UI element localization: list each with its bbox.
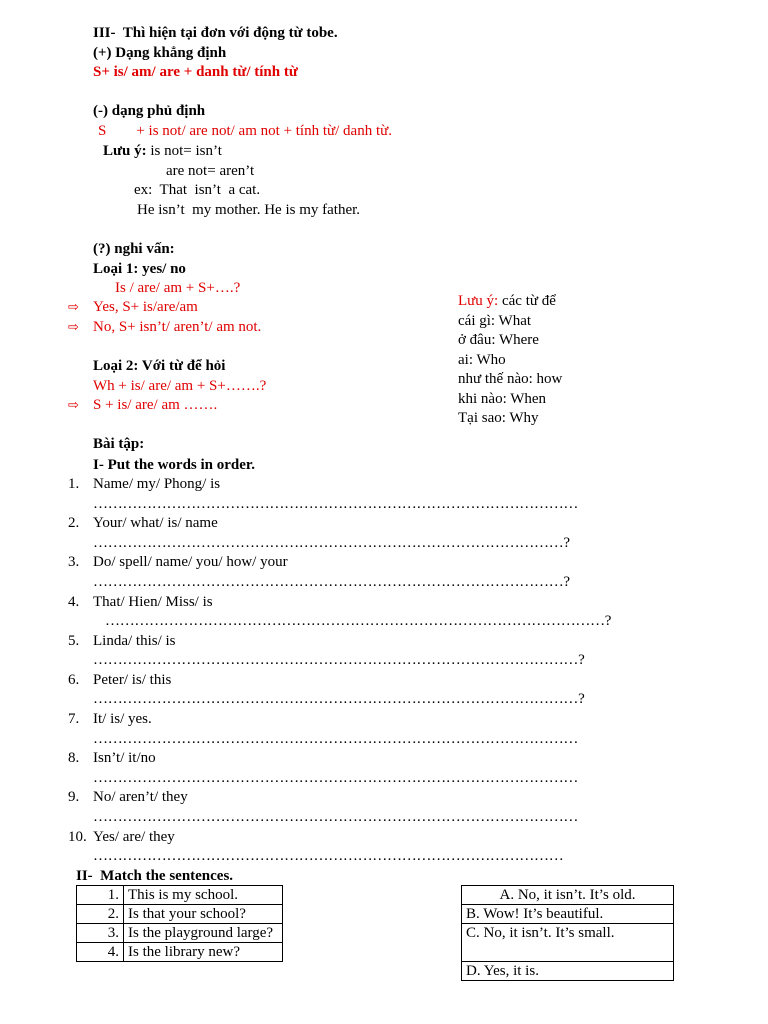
affirmative-formula: S+ is/ am/ are + danh từ/ tính từ	[93, 64, 298, 80]
negative-formula: S + is not/ are not/ am not + tính từ/ danh từ.	[98, 123, 392, 139]
exercise-prompt: Do/ spell/ name/ you/ how/ your	[93, 554, 288, 570]
wh-word-item: cái gì: What	[458, 313, 532, 329]
type2-formula: Wh + is/ are/ am + S+…….?	[93, 378, 267, 394]
exercise-prompt: Your/ what/ is/ name	[93, 515, 218, 531]
example-1: ex: That isn’t a cat.	[134, 182, 261, 198]
part2-title: II- Match the sentences.	[76, 868, 234, 884]
exercise-prompt: It/ is/ yes.	[93, 711, 152, 727]
answer-option: C. No, it isn’t. It’s small.	[462, 924, 674, 962]
exercise-number: 5.	[68, 633, 80, 649]
table-row	[77, 924, 283, 943]
question-heading: (?) nghi vấn:	[93, 241, 175, 257]
table-row	[462, 886, 674, 905]
exercise-number: 1.	[68, 476, 80, 492]
note-line-2: are not= aren’t	[166, 163, 255, 179]
wh-word-item: Tại sao: Why	[458, 410, 539, 426]
wh-note-label: Lưu ý:	[458, 293, 499, 309]
table-row	[77, 905, 283, 924]
exercise-number: 10.	[68, 829, 87, 845]
exercise-prompt: Peter/ is/ this	[93, 672, 172, 688]
table-row	[462, 962, 674, 981]
note-line-1	[103, 142, 222, 160]
answer-line[interactable]: ………………………………………………………………………………………?	[93, 652, 585, 668]
example-2: He isn’t my mother. He is my father.	[137, 202, 361, 218]
answer-line[interactable]: ………………………………………………………………………………………	[93, 731, 579, 747]
question-number: 2.	[77, 905, 124, 924]
exercise-number: 2.	[68, 515, 80, 531]
exercise-number: 8.	[68, 750, 80, 766]
answer-option: B. Wow! It’s beautiful.	[462, 905, 674, 924]
answer-line[interactable]: ………………………………………………………………………………………?	[93, 691, 585, 707]
wh-note-text: các từ để	[498, 293, 556, 309]
answer-line[interactable]: ……………………………………………………………………………………?	[93, 574, 570, 590]
exercise-number: 3.	[68, 554, 80, 570]
answers-table	[461, 885, 674, 981]
type1-heading: Loại 1: yes/ no	[93, 261, 186, 277]
table-row	[77, 943, 283, 962]
exercise-number: 6.	[68, 672, 80, 688]
question-text: Is that your school?	[124, 905, 283, 924]
table-row	[77, 886, 283, 905]
answer-line[interactable]: ………………………………………………………………………………………	[93, 770, 579, 786]
exercise-prompt: Isn’t/ it/no	[93, 750, 156, 766]
arrow-icon: ⇨	[68, 300, 79, 315]
exercise-heading: Bài tập:	[93, 436, 145, 452]
question-text: Is the library new?	[124, 943, 283, 962]
exercise-number: 7.	[68, 711, 80, 727]
exercise-prompt: Linda/ this/ is	[93, 633, 176, 649]
answer-line[interactable]: ……………………………………………………………………………………	[93, 848, 564, 864]
note-text-1: is not= isn’t	[146, 143, 222, 159]
question-text: This is my school.	[124, 886, 283, 905]
negative-heading: (-) dạng phủ định	[93, 103, 206, 119]
exercise-prompt: Yes/ are/ they	[93, 829, 175, 845]
affirmative-heading: (+) Dạng khẳng định	[93, 45, 227, 61]
table-row	[462, 924, 674, 962]
answer-line[interactable]: …………………………………………………………………………………………?	[105, 613, 612, 629]
wh-word-item: ai: Who	[458, 352, 506, 368]
question-number: 3.	[77, 924, 124, 943]
question-number: 4.	[77, 943, 124, 962]
exercise-number: 4.	[68, 594, 80, 610]
section-title: III- Thì hiện tại đơn với động từ tobe.	[93, 25, 338, 41]
answer-option: A. No, it isn’t. It’s old.	[462, 886, 674, 905]
exercise-prompt: No/ aren’t/ they	[93, 789, 188, 805]
type1-no: No, S+ isn’t/ aren’t/ am not.	[93, 319, 262, 335]
answer-line[interactable]: ………………………………………………………………………………………	[93, 496, 579, 512]
questions-table	[76, 885, 283, 962]
exercise-prompt: That/ Hien/ Miss/ is	[93, 594, 213, 610]
wh-word-item: như thế nào: how	[458, 371, 563, 387]
wh-note-intro	[458, 292, 556, 310]
answer-line[interactable]: ……………………………………………………………………………………?	[93, 535, 570, 551]
part1-title: I- Put the words in order.	[93, 457, 255, 473]
exercise-prompt: Name/ my/ Phong/ is	[93, 476, 221, 492]
wh-word-item: ở đâu: Where	[458, 332, 539, 348]
note-label: Lưu ý:	[103, 143, 147, 159]
table-row	[462, 905, 674, 924]
type1-yes: Yes, S+ is/are/am	[93, 299, 198, 315]
arrow-icon: ⇨	[68, 320, 79, 335]
answer-option: D. Yes, it is.	[462, 962, 674, 981]
answer-line[interactable]: ………………………………………………………………………………………	[93, 809, 579, 825]
question-text: Is the playground large?	[124, 924, 283, 943]
question-number: 1.	[77, 886, 124, 905]
type2-answer: S + is/ are/ am …….	[93, 397, 218, 413]
wh-word-item: khi nào: When	[458, 391, 547, 407]
arrow-icon: ⇨	[68, 398, 79, 413]
type1-formula: Is / are/ am + S+….?	[115, 280, 241, 296]
exercise-number: 9.	[68, 789, 80, 805]
type2-heading: Loại 2: Với từ để hỏi	[93, 358, 226, 374]
